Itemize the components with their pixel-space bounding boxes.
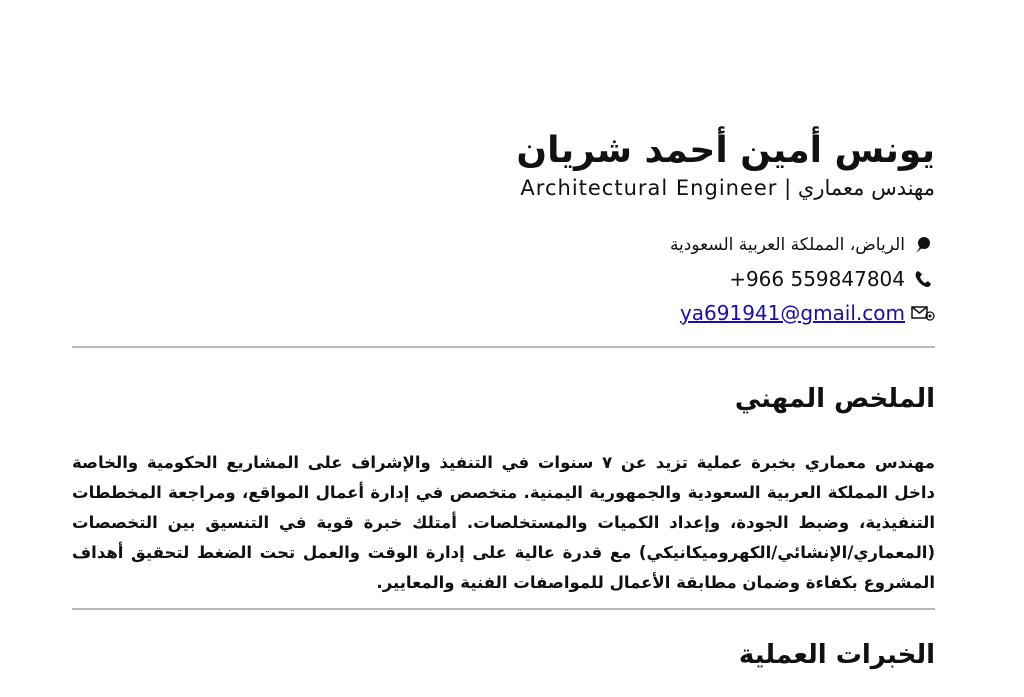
email-link[interactable]: ya691941@gmail.com xyxy=(679,301,905,325)
location-text: الرياض، المملكة العربية السعودية xyxy=(669,235,905,255)
resume-page xyxy=(72,120,935,672)
experience-heading: الخبرات العملية xyxy=(738,640,935,670)
contact-location xyxy=(72,228,935,262)
contact-phone xyxy=(72,262,935,296)
summary-text: مهندس معماري بخبرة عملية تزيد عن ٧ سنوات في التنفيذ والإشراف على المشاريع الحكومية والخاصة داخل المملكة العربية السعودية والجمهورية اليمنية. متخصص في إدارة أعمال المواقع، ومراجعة المخططات التنفيذية، وضبط الجودة، وإعداد الكميات والمستخلصات. أمتلك خبرة قوية في التنسيق بين التخصصات (المعماري/الإنشائي/الكهروميكانيكي) مع قدرة عالية على إدارة الوقت والعمل تحت الضغط لتحقيق أهداف المشروع بكفاءة وضمان مطابقة الأعمال للمواصفات الفنية والمعايير. xyxy=(72,453,935,592)
full-name: يونس أمين أحمد شريان xyxy=(516,130,935,171)
summary-heading: الملخص المهني xyxy=(734,384,935,414)
header-divider xyxy=(72,346,935,348)
job-title xyxy=(72,174,935,202)
phone-icon xyxy=(911,267,935,291)
email-icon xyxy=(911,301,935,325)
summary-divider xyxy=(72,608,935,610)
job-title-separator: | xyxy=(784,176,792,200)
phone-number: +966 559847804 xyxy=(729,267,905,291)
job-title-english: Architectural Engineer xyxy=(520,176,778,200)
contact-info xyxy=(72,228,935,330)
job-title-arabic: مهندس معماري xyxy=(797,176,935,200)
map-pin-icon xyxy=(911,233,935,257)
contact-email xyxy=(72,296,935,330)
